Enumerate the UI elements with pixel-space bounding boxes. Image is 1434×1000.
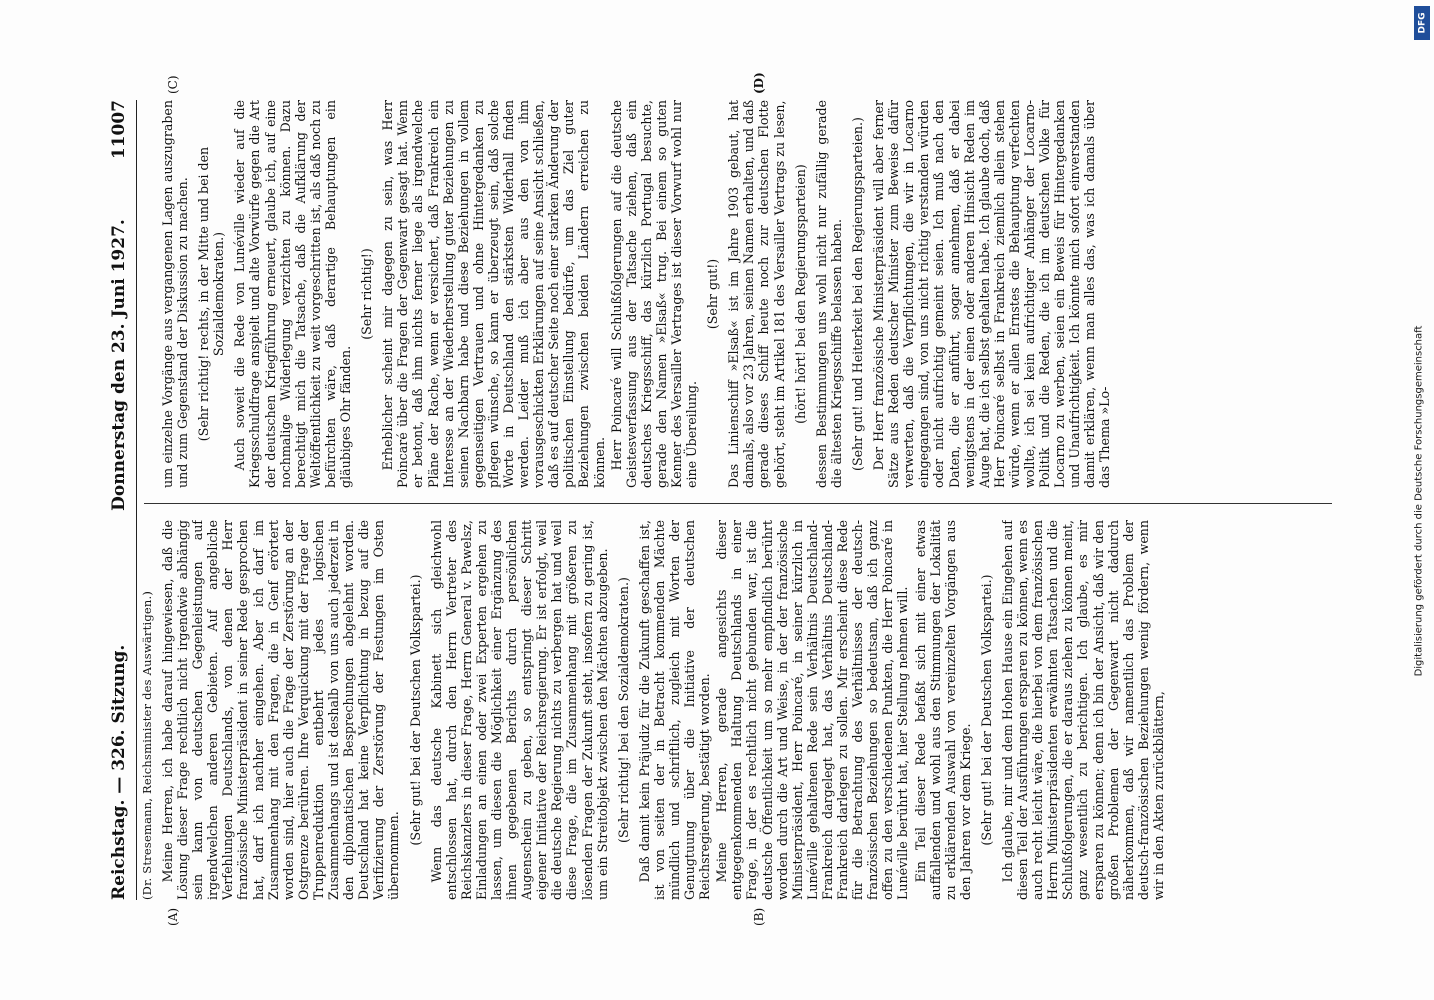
page-number: 11007 <box>109 100 129 160</box>
text-paragraph: Auch soweit die Rede von Lunéville wieder auf die Kriegsschuldfrage anspielt und alte Vorwürfe gegen die Art der deutschen Kriegführung erneuert, glaube ich, auf eine nochmalige Widerlegung verzichten zu können. Dazu berechtigt mich die Tatsache, daß die Aufklärung der Weltöffentlichkeit zu weit vorgeschritten ist, als daß noch zu befürchten wäre, daß derartige Behauptungen ein gläubiges Ohr fänden. <box>232 100 354 488</box>
text-paragraph: Meine Herren, gerade angesichts dieser entgegenkommenden Haltung Deutschlands in einer Frage, in der es rechtlich nicht gebunden war, ist die deutsche Öffentlichkeit um so mehr empfindlich berührt worden durch die Art und Weise, in der der französische Ministerpräsident, Herr Poincaré, in seiner kürzlich in Lunéville gehaltenen Rede sein Verhältnis Deutschland-Frankreich dargelegt hat, das Verhältnis Deutschland-Frankreich darlegen zu sollen. Mir erscheint diese Rede für die Betrachtung des Verhältnisses der deutsch-französischen Beziehungen so bedeutsam, daß ich ganz offen zu den verschiedenen Punkten, die Herr Poincaré in Lunéville berührt hat, hier Stellung nehmen will. <box>714 520 911 900</box>
text-paragraph: Daß damit kein Präjudiz für die Zukunft geschaffen ist, ist von seiten der in Betracht kommenden Mächte mündlich und schriftlich, zugleich mit Worten der Genugtuung über die Initiative der deutschen Reichsregierung, bestätigt worden. <box>636 520 713 900</box>
remark-paragraph: (Sehr richtig!) <box>359 248 375 340</box>
text-paragraph: Erheblicher scheint mir dagegen zu sein, was Herr Poincaré über die Fragen der Gegenwart gesagt hat. Wenn er betont, daß ihm nichts ferner liege als irgendwelche Pläne der Rache, wenn er versichert, daß Frankreich ein Interesse an der Wiederherstellung guter Beziehungen zu seinen Nachbarn habe und diese Beziehungen in vollem gegenseitigen Vertrauen und ohne Hintergedanken zu pflegen wünsche, so kann er überzeugt sein, daß solche Worte in Deutschland den stärksten Widerhall finden werden. Leider muß ich aber aus den von ihm vorausgeschickten Erklärungen auf seine Ansicht schließen, daß es auf deutscher Seite noch einer starken Änderung der politischen Einstellung bedürfe, um das Ziel guter Beziehungen zwischen beiden Ländern erreichen zu können. <box>380 100 607 488</box>
margin-mark-a: (A) <box>166 907 180 926</box>
remark-paragraph: (Sehr richtig! bei den Sozialdemokraten.) <box>615 577 631 843</box>
text-paragraph: Meine Herren, ich habe darauf hingewiesen, daß die Lösung dieser Frage rechtlich nicht irgendwie abhängig sein kann von deutschen Gegenleistungen auf irgendwelchen anderen Gebieten. Auf angebliche Verfehlungen Deutschlands, von denen der Herr französische Ministerpräsident in seiner Rede gesprochen hat, darf ich nachher eingehen. Aber ich darf im Zusammenhang mit den Fragen, die in Genf erörtert worden sind, hier auch die Frage der Zerstörung an der Ostgrenze berühren. Ihre Verquickung mit der Frage der Truppenreduktion entbehrt jedes logischen Zusammenhangs und ist deshalb von uns auch jederzeit in den diplomatischen Besprechungen abgelehnt worden. Deutschland hat keine Verpflichtung in bezug auf die Verifizierung der Zerstörung der Festungen im Osten übernommen. <box>160 520 402 900</box>
rotated-document-page <box>102 72 1332 926</box>
text-paragraph: Herr Poincaré will Schlußfolgerungen auf die deutsche Geistesverfassung aus der Tatsache ziehen, daß ein deutsches Kriegsschiff, das kürzlich Portugal besuchte, gerade den Namen »Elsaß« trug. Bei einem so guten Kenner des Versailler Vertrages ist dieser Vorwurf wohl nur eine Übereilung. <box>608 100 700 488</box>
remark-paragraph: (Sehr gut! bei der Deutschen Volkspartei.) <box>978 574 994 846</box>
dfg-watermark-text: Digitalisierung gefördert durch die Deutsche Forschungsgemeinschaft <box>1413 325 1425 677</box>
page-header <box>102 100 137 900</box>
text-paragraph: dessen Bestimmungen uns wohl nicht nur zufällig gerade die ältesten Kriegsschiffe belassen haben. <box>813 100 844 488</box>
dfg-logo: DFG <box>1414 6 1430 40</box>
header-date: Donnerstag den 23. Juni 1927. <box>109 219 129 511</box>
dfg-watermark <box>1408 6 1430 996</box>
text-paragraph: Das Linienschiff »Elsaß« ist im Jahre 1903 gebaut, hat damals, also vor 23 Jahren, seinen Namen erhalten, und daß gerade dieses Schiff heute noch zur deutschen Flotte gehört, steht im Artikel 181 des Versailler Vertrags zu lesen, <box>726 100 787 488</box>
text-paragraph: Wenn das deutsche Kabinett sich gleichwohl entschlossen hat, durch den Herrn Vertreter des Reichskanzlers in dieser Frage, Herrn General v. Pawelsz, Einladungen an einen oder zwei Experten ergehen zu lassen, um diesen die Möglichkeit einer Ergänzung des ihnen gegebenen Berichts durch persönlichen Augenschein zu geben, so entspringt dieser Schritt eigener Initiative der Reichsregierung. Er ist erfolgt, weil die deutsche Regierung nichts zu verbergen hat und weil diese Frage, die im Zusammenhang mit größeren zu lösenden Fragen der Zukunft steht, insofern zu gering ist, um ein Streitobjekt zwischen den Mächten abzugeben. <box>428 520 610 900</box>
margin-mark-d: (D) <box>752 72 766 94</box>
text-paragraph: Ich glaube, mir und dem Hohen Hause ein Eingehen auf diesen Teil der Ausführungen ersparen zu können, wenn es auch recht leicht wäre, die hierbei von dem französischen Herrn Ministerpräsidenten erwähnten Tatsachen und die Schlußfolgerungen, die er daraus ziehen zu können meint, ganz wesentlich zu berichtigen. Ich glaube, es mir ersparen zu können; denn ich bin der Ansicht, daß wir den großen Problemen der Gegenwart nicht dadurch näherkommen, daß wir namentlich das Problem der deutsch-französischen Beziehungen wenig fördern, wenn wir in den Akten zurückblättern, <box>999 520 1166 900</box>
margin-mark-c: (C) <box>166 75 180 94</box>
remark-paragraph: (Sehr gut! bei der Deutschen Volkspartei.) <box>407 574 423 846</box>
remark-paragraph: (Sehr gut! und Heiterkeit bei den Regierungsparteien.) <box>849 117 865 471</box>
remark-paragraph: (Sehr gut!) <box>705 258 721 330</box>
text-paragraph: um einzelne Vorgänge aus vergangenen Lagen auszugraben und zum Gegenstand der Diskussion zu machen. <box>160 100 191 488</box>
text-paragraph: Ein Teil dieser Rede befaßt sich mit einer etwas auffallenden und wohl aus den Stimmungen der Lokalität zu erklärenden Auswahl von vereinzelten Vorgängen aus den Jahren vor dem Kriege. <box>912 520 973 900</box>
remark-paragraph: (Sehr richtig! rechts, in der Mitte und bei den Sozialdemokraten.) <box>196 146 227 442</box>
left-column <box>160 520 1332 900</box>
speaker-line: (Dr. Stresemann, Reichsminister des Auswärtigen.) <box>140 590 154 900</box>
margin-mark-b: (B) <box>752 907 766 926</box>
text-paragraph: Der Herr französische Ministerpräsident will aber ferner Sätze aus Reden deutscher Minister zum Beweise dafür verwerten, daß die Verpflichtungen, die wir in Locarno eingegangen sind, von uns nicht richtig verstanden würden oder nicht aufrichtig gemeint seien. Ich muß nach den Daten, die er anführt, sogar annehmen, daß er dabei wenigstens in der einen oder anderen Hinsicht Reden im Auge hat, die ich selbst gehalten habe. Ich glaube doch, daß Herr Poincaré selbst in Frankreich ziemlich allein stehen würde, wenn er allen Ernstes die Behauptung verfechten wollte, ich sei kein aufrichtiger Anhänger der Locarno-Politik und die Reden, die ich im deutschen Volke für Locarno zu werben, seien ein Beweis für Hintergedanken und Unaufrichtigkeit. Ich könnte mich sofort einverstanden damit erklären, wenn man alles das, was ich damals über das Thema »Lo- <box>871 100 1113 488</box>
remark-paragraph: (hört! hört! bei den Regierungsparteien) <box>792 164 808 424</box>
right-column <box>160 100 1332 488</box>
column-divider <box>144 503 1332 504</box>
header-title: Reichstag. — 326. Sitzung. <box>109 644 129 900</box>
